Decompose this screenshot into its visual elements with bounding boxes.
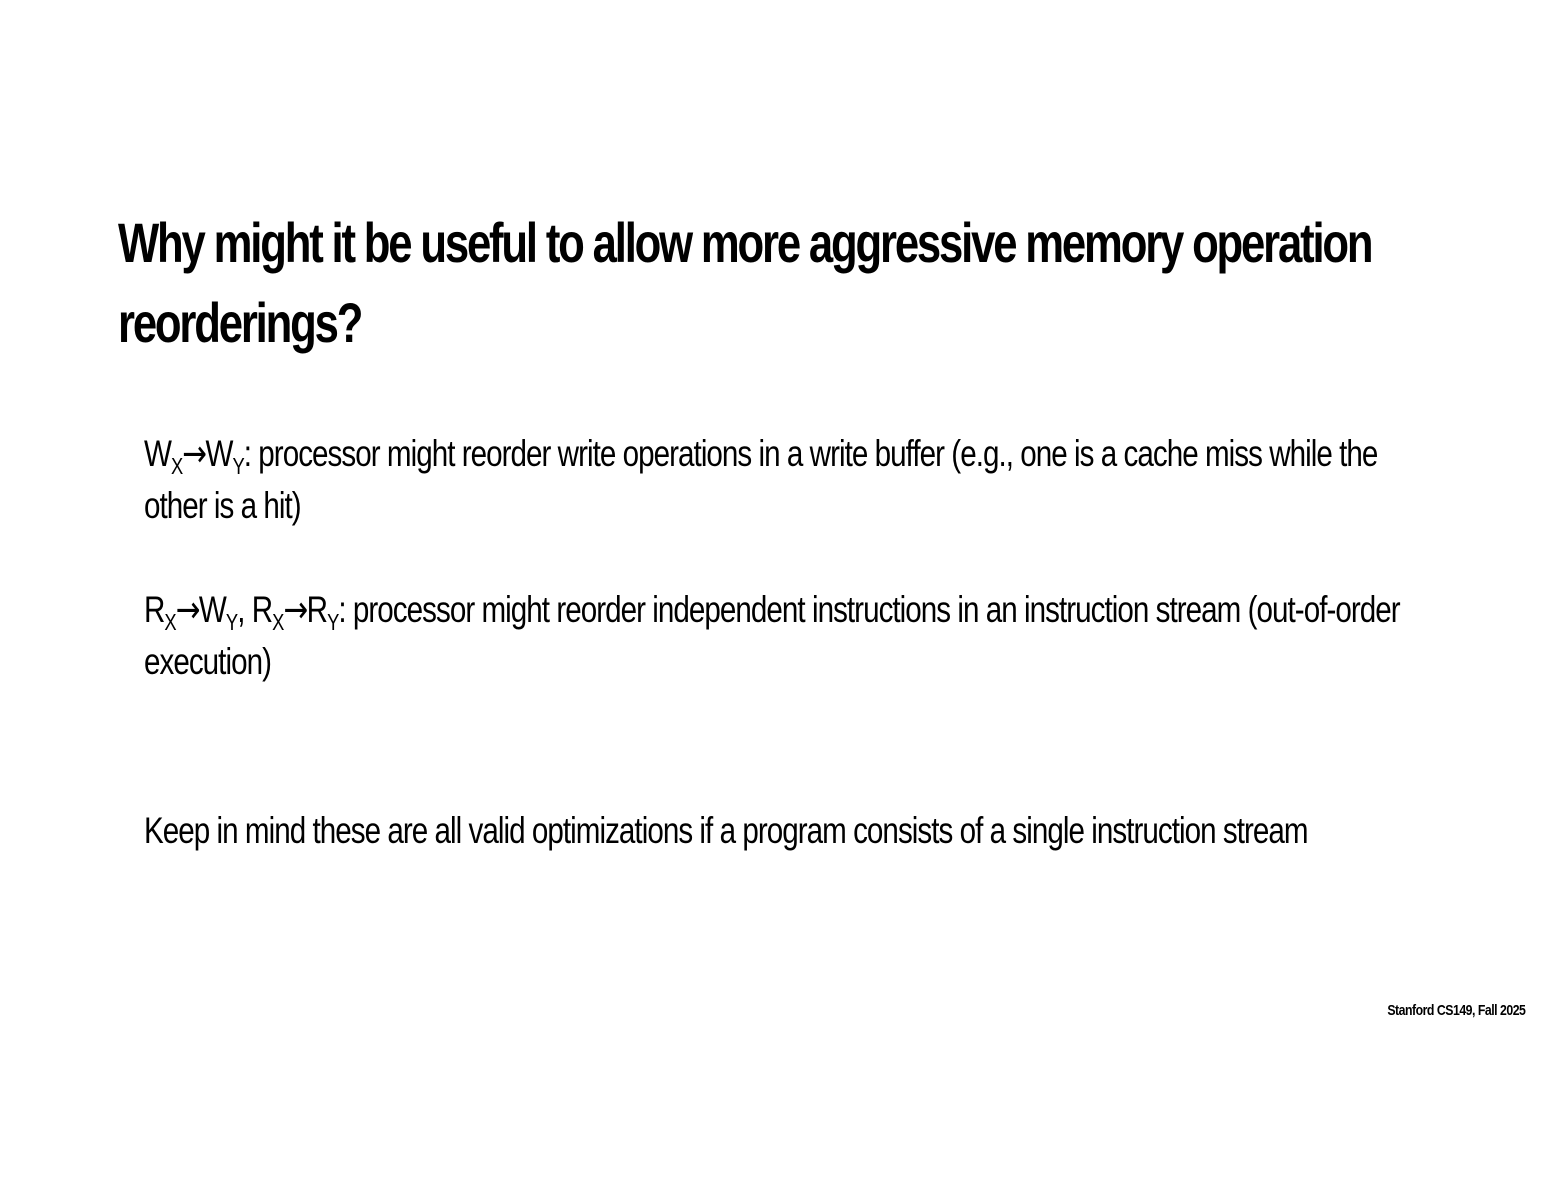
slide-title: Why might it be useful to allow more aggressive memory operation reorderings? — [118, 211, 1372, 354]
read-x-label: R — [251, 589, 273, 630]
read-x-label: R — [144, 589, 165, 630]
subscript-x: X — [170, 453, 183, 480]
right-arrow-icon: → — [283, 588, 307, 631]
course-footer: Stanford CS149, Fall 2025 — [1386, 1002, 1525, 1019]
bullet-write-write-reordering — [144, 428, 1412, 532]
subscript-y: Y — [225, 609, 238, 636]
write-y-label: W — [205, 433, 233, 474]
write-y-label: W — [198, 589, 226, 630]
subscript-x: X — [164, 609, 176, 636]
note-single-stream: Keep in mind these are all valid optimizations if a program consists of a single instruction stream — [144, 810, 1308, 851]
bullet-text: : processor might reorder independent instructions in an instruction stream (out-of-order execution) — [144, 589, 1400, 682]
separator: , — [237, 589, 252, 630]
right-arrow-icon: → — [182, 432, 206, 475]
subscript-x: X — [272, 609, 284, 636]
right-arrow-icon: → — [175, 588, 199, 631]
subscript-y: Y — [327, 609, 339, 636]
bullet-read-reordering — [144, 584, 1412, 688]
write-x-label: W — [144, 433, 171, 474]
bullet-text: : processor might reorder write operations in a write buffer (e.g., one is a cache miss while the other is a hit) — [144, 433, 1378, 526]
subscript-y: Y — [232, 453, 244, 480]
read-y-label: R — [306, 589, 328, 630]
